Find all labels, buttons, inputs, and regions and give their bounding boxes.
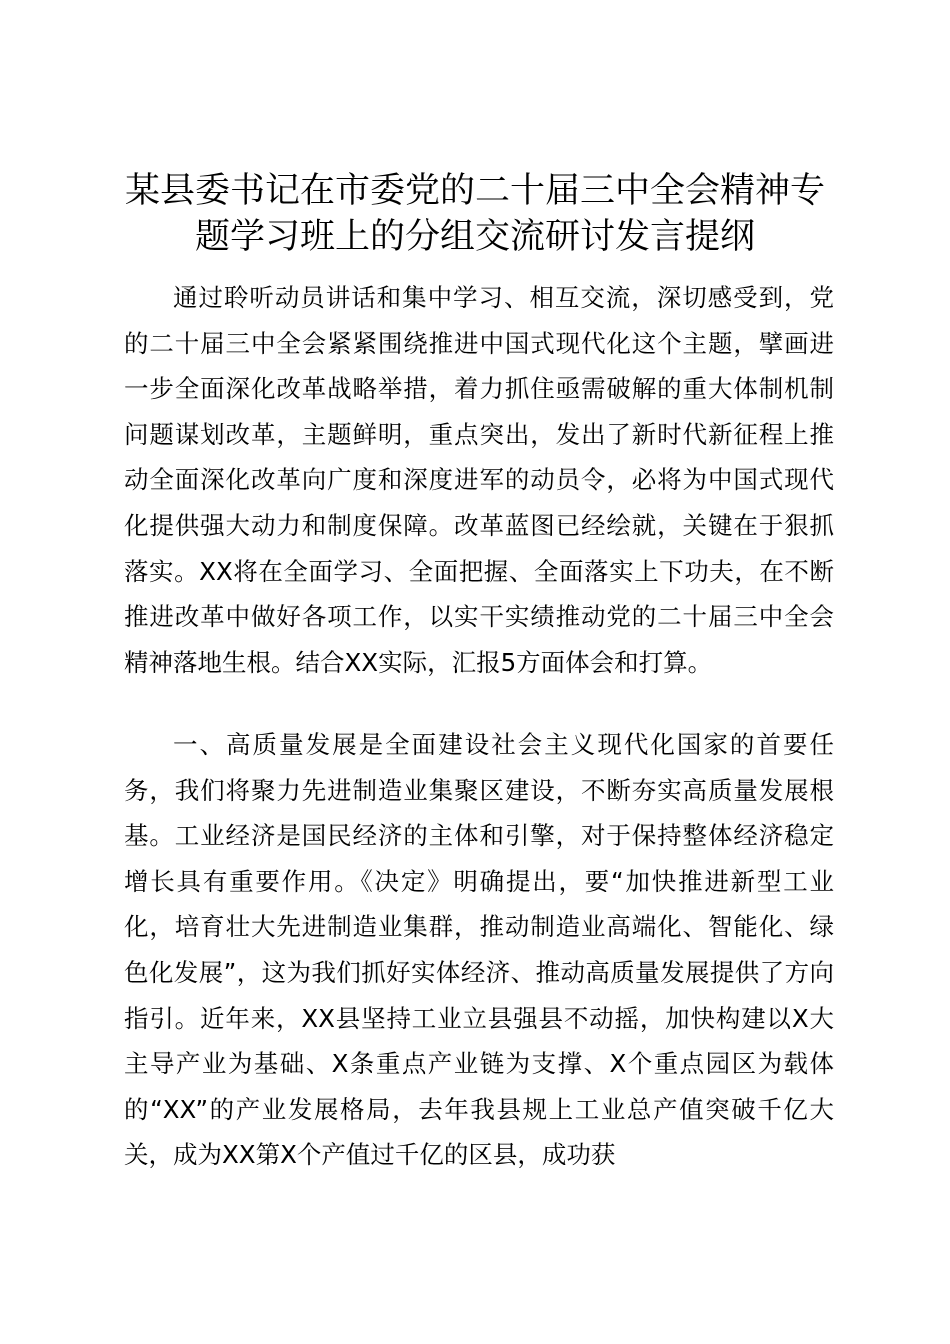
paragraph-section-one: 一、高质量发展是全面建设社会主义现代化国家的首要任务，我们将聚力先进制造业集聚区建设，不断夯实高质量发展根基。工业经济是国民经济的主体和引擎，对于保持整体经济稳定增长具有重要作用。《决定》明确提出，要“加快推进新型工业化，培育壮大先进制造业集群，推动制造业高端化、智能化、绿色化发展”，这为我们抓好实体经济、推动高质量发展提供了方向指引。近年来，XX县坚持工业立县强县不动摇，加快构建以X大主导产业为基础、X条重点产业链为支撑、X个重点园区为载体的“XX”的产业发展格局，去年我县规上工业总产值突破千亿大关，成为XX第X个产值过千亿的区县，成功获 (124, 730, 834, 1170)
paragraph-intro: 通过聆听动员讲话和集中学习、相互交流，深切感受到，党的二十届三中全会紧紧围绕推进中国式现代化这个主题，擘画进一步全面深化改革战略举措，着力抓住亟需破解的重大体制机制问题谋划改革，主题鲜明，重点突出，发出了新时代新征程上推动全面深化改革向广度和深度进军的动员令，必将为中国式现代化提供强大动力和制度保障。改革蓝图已经绘就，关键在于狠抓落实。XX将在全面学习、全面把握、全面落实上下功夫，在不断推进改革中做好各项工作，以实干实绩推动党的二十届三中全会精神落地生根。结合XX实际，汇报5方面体会和打算。 (124, 283, 834, 677)
document-title: 某县委书记在市委党的二十届三中全会精神专题学习班上的分组交流研讨发言提纲 (124, 171, 825, 257)
